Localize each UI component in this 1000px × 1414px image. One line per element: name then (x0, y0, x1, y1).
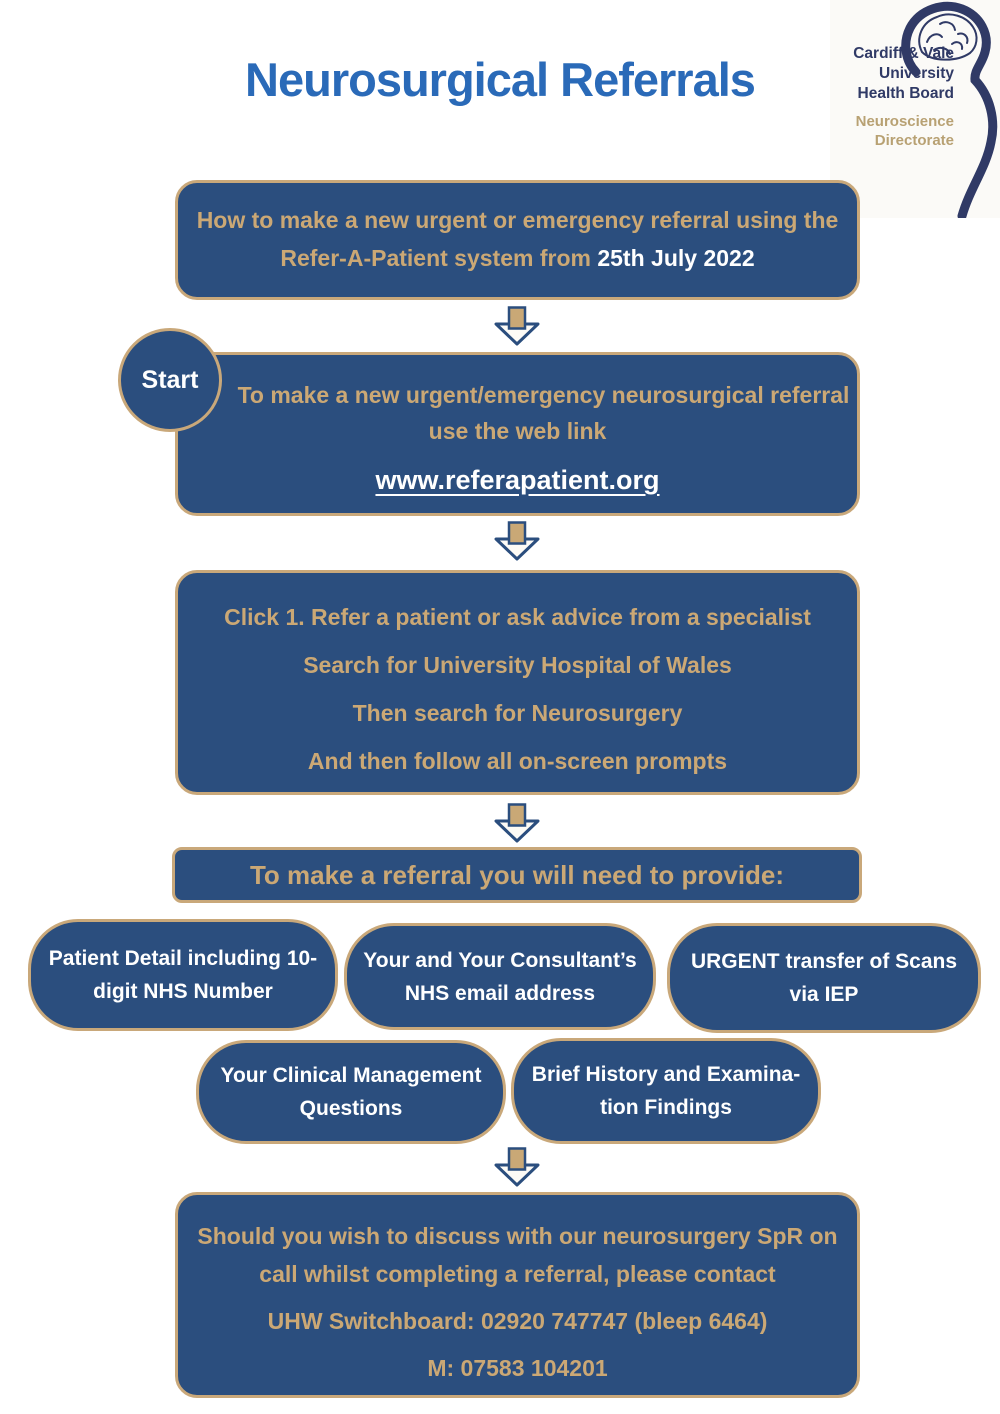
page-title: Neurosurgical Referrals (245, 53, 755, 106)
contact-line-1: Should you wish to discuss with our neurosurgery SpR on (197, 1223, 838, 1249)
down-arrow-icon (494, 306, 540, 346)
logo-text (853, 44, 954, 150)
pill-line: digit NHS Number (93, 980, 273, 1003)
health-board-logo (830, 0, 1000, 218)
intro-box (175, 180, 860, 300)
contact-mobile: M: 07583 104201 (427, 1355, 608, 1381)
contact-switchboard: UHW Switchboard: 02920 747747 (bleep 6464) (267, 1308, 768, 1334)
weblink-box (175, 352, 860, 516)
logo-org-line: University (879, 65, 954, 82)
start-node (118, 328, 222, 432)
step-line: Then search for Neurosurgery (352, 700, 683, 726)
pill-line: tion Findings (600, 1096, 732, 1119)
logo-org-line: Health Board (857, 85, 954, 102)
logo-dept-line: Neuroscience (855, 113, 954, 130)
requirement-pill-email (344, 923, 656, 1030)
logo-dept-line: Directorate (874, 132, 954, 149)
provide-header-box (172, 847, 862, 903)
pill-line: NHS email address (404, 981, 596, 1005)
referapatient-link[interactable]: www.referapatient.org (375, 465, 660, 495)
down-arrow-icon (494, 1147, 540, 1187)
pill-line: Patient Detail including 10- (48, 947, 318, 970)
provide-label: To make a referral you will need to provide: (249, 860, 785, 890)
down-arrow-icon (494, 521, 540, 561)
pill-line: via IEP (789, 983, 859, 1006)
step-line: Search for University Hospital of Wales (303, 652, 732, 678)
pill-line: Brief History and Examina- (531, 1063, 801, 1086)
contact-line-2: call whilst completing a referral, please contact (259, 1261, 776, 1287)
down-arrow-icon (494, 803, 540, 843)
requirement-pill-clinical-questions (196, 1040, 506, 1144)
weblink-line-2: use the web link (428, 418, 607, 444)
requirement-pill-scans (667, 923, 981, 1033)
contact-box (175, 1192, 860, 1398)
pill-line: Questions (299, 1097, 403, 1120)
weblink-line-1: To make a new urgent/emergency neurosurgical referral (237, 382, 850, 408)
steps-box (175, 570, 860, 795)
step-line: Click 1. Refer a patient or ask advice from a specialist (224, 604, 811, 630)
intro-line-1: How to make a new urgent or emergency referral using the (196, 207, 839, 233)
start-label: Start (141, 365, 199, 394)
pill-line: Your and Your Consultant’s (363, 948, 637, 972)
step-line: And then follow all on-screen prompts (307, 748, 728, 774)
intro-date: 25th July 2022 (597, 245, 755, 271)
requirement-pill-nhs-number (28, 919, 338, 1031)
requirement-pill-history (511, 1038, 821, 1144)
logo-org-line: Cardiff & Vale (853, 45, 954, 62)
intro-line-2: Refer-A-Patient system from 25th July 2022 (280, 245, 755, 271)
pill-line: Your Clinical Management (220, 1064, 482, 1087)
pill-line: URGENT transfer of Scans (690, 950, 958, 973)
